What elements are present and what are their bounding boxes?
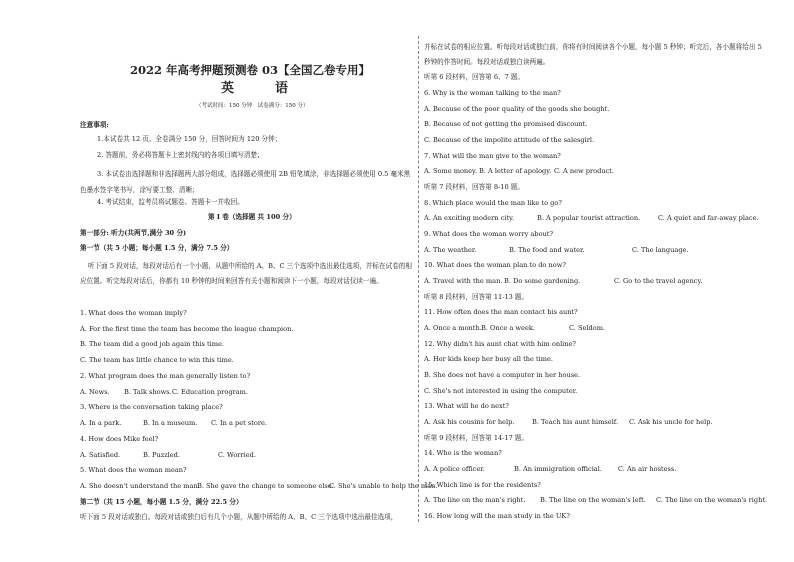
listening-prompt: 听第 6 段材料，回答第 6、7 题。 bbox=[424, 73, 525, 81]
option: C. She's unable to help the man. bbox=[329, 482, 438, 490]
option: B. Puzzled. bbox=[143, 451, 180, 459]
question: 11. How often does the man contact his aunt? bbox=[424, 308, 578, 316]
option: A. News. bbox=[80, 388, 110, 396]
option: A. A police officer. bbox=[424, 465, 485, 473]
question: 14. Who is the woman? bbox=[424, 449, 502, 457]
option: B. The food and water. bbox=[509, 246, 585, 254]
option: A. The line on the man's right. bbox=[424, 496, 526, 504]
option: C. An air hostess. bbox=[618, 465, 677, 473]
note-item: 4. 考试结束，监考员将试题卷、答题卡一并收回。 bbox=[97, 198, 244, 206]
option: A. Once a month. bbox=[424, 324, 482, 332]
option: B. The line on the woman's left. bbox=[540, 496, 646, 504]
option: A. In a park. bbox=[80, 419, 122, 427]
question: 3. Where is the conversation taking place? bbox=[80, 403, 223, 411]
part-heading: 第一部分: 听力(共两节,满分 30 分) bbox=[80, 229, 187, 237]
option: C. Seldom. bbox=[569, 324, 606, 332]
note-item: 3. 本试卷由选择题和非选择题两大部分组成，选择题必须使用 2B 铅笔填涂，非选择题必须使用 0.5 毫米黑色墨水签字笔书写，涂写要工整、清晰； bbox=[80, 170, 411, 194]
section-heading: 第 I 卷（选择题 共 100 分） bbox=[208, 213, 296, 221]
option: C. Worried. bbox=[218, 451, 256, 459]
question: 6. Why is the woman talking to the man? bbox=[424, 89, 561, 97]
option: A. Travel with the man. bbox=[424, 277, 503, 285]
question: 2. What program does the man generally listen to? bbox=[80, 372, 251, 380]
option: B. Because of not getting the promised discount. bbox=[424, 120, 588, 128]
instructions-continued: 并标在试卷的相应位置。听每段对话或独白前，你将有时间阅读各个小题，每小题 5 秒钟；听完后，各小题将给出 5 秒钟的作答时间。每段对话或独白读两遍。 bbox=[424, 43, 762, 66]
option: C. In a pet store. bbox=[211, 419, 267, 427]
option: B. Talk shows. bbox=[124, 388, 172, 396]
instructions: 听下面 5 段对话或独白。每段对话或独白后有几个小题，从题中所给的 A、B、C 三个选项中选出最佳选项， bbox=[80, 513, 398, 521]
option: B. The team did a good job again this time. bbox=[80, 340, 225, 348]
listening-prompt: 听第 7 段材料，回答第 8-10 题。 bbox=[424, 183, 524, 191]
exam-title: 2022 年高考押题预测卷 03【全国乙卷专用】 bbox=[130, 63, 371, 77]
option: C. She's not interested in using the computer. bbox=[424, 387, 578, 395]
option: B. She gave the change to someone else. bbox=[197, 482, 334, 490]
question: 12. Why didn't his aunt chat with him online? bbox=[424, 340, 576, 348]
option: A. Satisfied. bbox=[80, 451, 121, 459]
option: A. An exciting modern city. bbox=[424, 214, 515, 222]
question: 7. What will the man give to the woman? bbox=[424, 152, 561, 160]
option: C. Because of the impolite attitude of the salesgirl. bbox=[424, 136, 595, 144]
option: B. A letter of apology. bbox=[479, 167, 552, 175]
notes-heading: 注意事项: bbox=[80, 121, 109, 129]
option: B. Do some gardening. bbox=[504, 277, 581, 285]
listening-prompt: 听第 9 段材料，回答第 14-17 题。 bbox=[424, 434, 529, 442]
option: B. She does not have a computer in her house. bbox=[424, 371, 581, 379]
question: 9. What does the woman worry about? bbox=[424, 230, 553, 238]
question: 1. What does the woman imply? bbox=[80, 309, 187, 317]
option: A. For the first time the team has become the league champion. bbox=[80, 325, 294, 333]
question: 16. How long will the man study in the UK? bbox=[424, 512, 570, 520]
option: C. The line on the woman's right. bbox=[656, 496, 768, 504]
option: B. Teach his aunt himself. bbox=[532, 418, 619, 426]
option: C. Go to the travel agency. bbox=[614, 277, 703, 285]
option: C. A quiet and far-away place. bbox=[658, 214, 759, 222]
option: A. The weather. bbox=[424, 246, 477, 254]
question: 4. How does Mike feel? bbox=[80, 435, 159, 443]
option: A. She doesn't understand the man. bbox=[80, 482, 200, 490]
option: B. In a museum. bbox=[143, 419, 198, 427]
question: 10. What does the woman plan to do now? bbox=[424, 261, 566, 269]
note-item: 2. 答题前，务必将答题卡上密封线内的各项目填写清楚； bbox=[97, 151, 264, 159]
question: 5. What does the woman mean? bbox=[80, 466, 187, 474]
exam-meta: （考试时间：150 分钟 试卷满分：150 分） bbox=[196, 103, 309, 109]
option: C. The language. bbox=[632, 246, 689, 254]
option: A. Some money. bbox=[424, 167, 478, 175]
column-divider bbox=[418, 36, 419, 522]
option: B. An immigration official. bbox=[514, 465, 602, 473]
question: 8. Which place would the man like to go? bbox=[424, 199, 562, 207]
option: A. Her kids keep her busy all the time. bbox=[424, 355, 553, 363]
question: 13. What will he do next? bbox=[424, 402, 509, 410]
instructions: 听下面 5 段对话，每段对话后有一个小题，从题中所给的 A、B、C 三个选项中选出最佳选项，并标在试卷的相应位置。听完每段对话后，你都有 10 秒钟的时间来回答有关小题和阅读下一小题，每段对话仅读一遍。 bbox=[80, 262, 412, 285]
question: 15. Which line is for the residents? bbox=[424, 481, 541, 489]
option: B. A popular tourist attraction. bbox=[537, 214, 641, 222]
option: A. Ask his cousins for help. bbox=[424, 418, 515, 426]
option: A. Because of the poor quality of the goods she bought. bbox=[424, 105, 610, 113]
note-item: 1.本试卷共 12 页，全卷满分 150 分，回答时间为 120 分钟； bbox=[97, 135, 282, 143]
listening-prompt: 听第 8 段材料，回答第 11-13 题。 bbox=[424, 293, 529, 301]
subsection-heading: 第二节（共 15 小题，每小题 1.5 分，满分 22.5 分） bbox=[80, 498, 243, 506]
subject-heading: 英 语 bbox=[221, 81, 303, 96]
subsection-heading: 第一节（共 5 小题；每小题 1.5 分，满分 7.5 分） bbox=[80, 244, 234, 252]
option: C. Education program. bbox=[172, 388, 248, 396]
option: C. Ask his uncle for help. bbox=[629, 418, 713, 426]
option: B. Once a week. bbox=[481, 324, 535, 332]
option: C. The team has little chance to win this time. bbox=[80, 356, 234, 364]
option: C. A new product. bbox=[554, 167, 614, 175]
